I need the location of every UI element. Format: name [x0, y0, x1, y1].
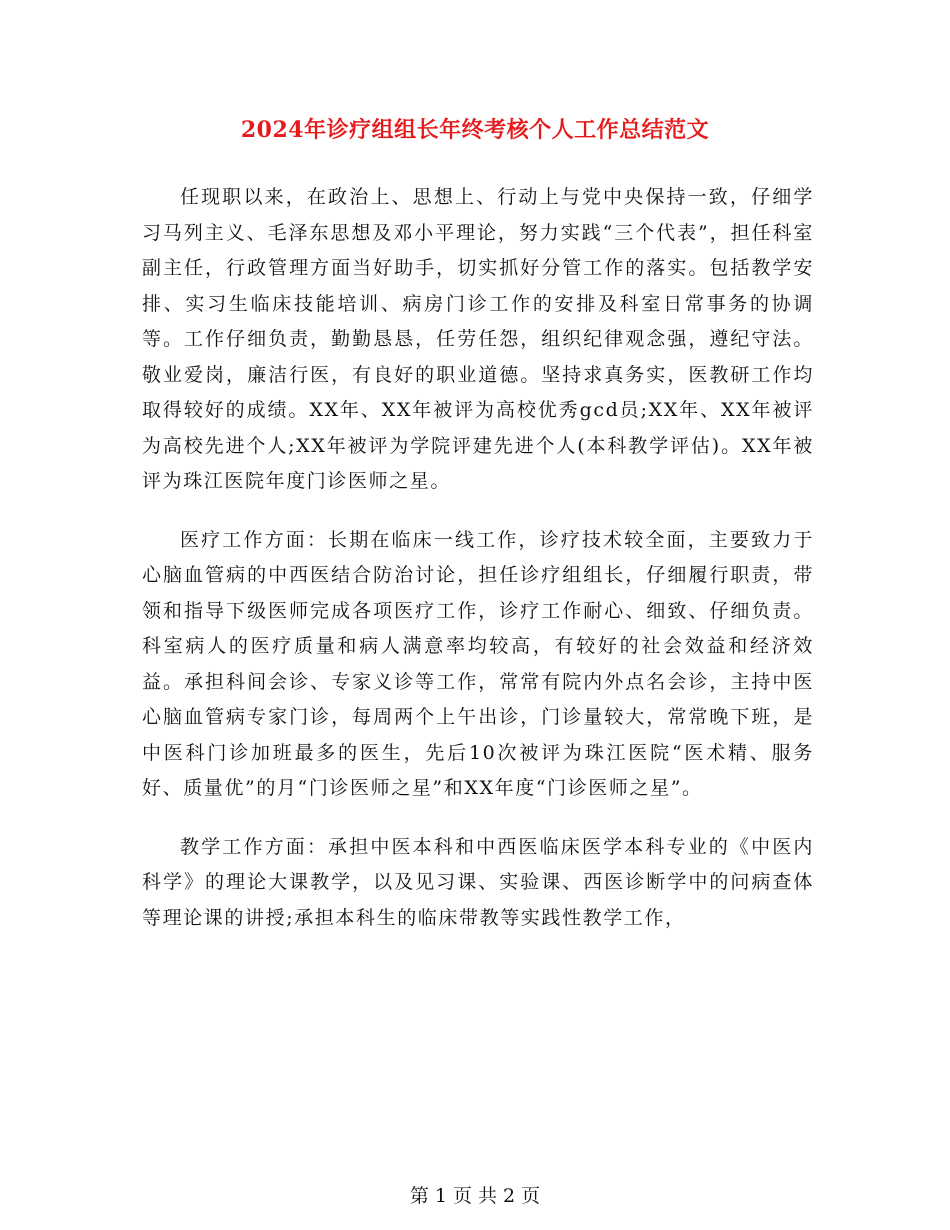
page-number: 第 1 页 共 2 页 [409, 1185, 541, 1207]
paragraph-teaching-work: 教学工作方面：承担中医本科和中西医临床医学本科专业的《中医内科学》的理论大课教学，以及见习课、实验课、西医诊断学中的问病查体等理论课的讲授;承担本科生的临床带教等实践性教学工作， [142, 835, 814, 929]
document-title: 2024年诊疗组组长年终考核个人工作总结范文 [240, 117, 710, 143]
paragraph-career-summary: 任现职以来，在政治上、思想上、行动上与党中央保持一致，仔细学习马列主义、毛泽东思想及邓小平理论，努力实践“三个代表”，担任科室副主任，行政管理方面当好助手，切实抓好分管工作的落实。包括教学安排、实习生临床技能培训、病房门诊工作的安排及科室日常事务的协调等。工作仔细负责，勤勤恳恳，任劳任怨，组织纪律观念强，遵纪守法。敬业爱岗，廉洁行医，有良好的职业道德。坚持求真务实，医教研工作均取得较好的成绩。XX年、XX年被评为高校优秀gcd员;XX年、XX年被评为高校先进个人;XX年被评为学院评建先进个人(本科教学评估)。XX年被评为珠江医院年度门诊医师之星。 [142, 186, 814, 492]
document-body [142, 180, 814, 959]
paragraph-medical-work: 医疗工作方面：长期在临床一线工作，诊疗技术较全面，主要致力于心脑血管病的中西医结合防治讨论，担任诊疗组组长，仔细履行职责，带领和指导下级医师完成各项医疗工作，诊疗工作耐心、细致、仔细负责。科室病人的医疗质量和病人满意率均较高，有较好的社会效益和经济效益。承担科间会诊、专家义诊等工作，常常有院内外点名会诊，主持中医心脑血管病专家门诊，每周两个上午出诊，门诊量较大，常常晚下班，是中医科门诊加班最多的医生，先后10次被评为珠江医院“医术精、服务好、质量优”的月“门诊医师之星”和XX年度“门诊医师之星”。 [142, 528, 814, 799]
